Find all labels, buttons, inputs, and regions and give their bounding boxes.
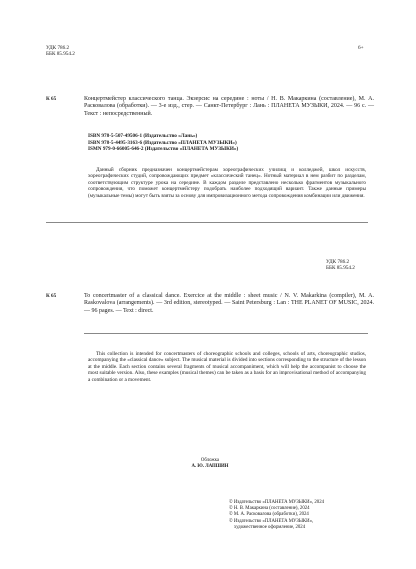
bbk-code-en: ББК 85.954.2 (326, 265, 355, 272)
copyright-line: © Издательство «ПЛАНЕТА МУЗЫКИ», (229, 518, 314, 524)
author-mark-ru: К 65 (46, 96, 57, 102)
citation-en: To concertmaster of a classical dance. Exercice at the middle : sheet music / N. V. Makarkina (compiler), M. A. Raskovalova (arrangements). — 3rd edition, stereotyped. — Saint Petersburg : Lan : THE PLANET OF MUSIC, 2024. — 96 pages. — Text : direct. (84, 293, 374, 314)
copyright-line: художественное оформление, 2024 (234, 524, 306, 530)
citation-ru: Концертмейстер классического танца. Экзерсис на середине : ноты / Н. В. Макаркина (составление), М. А. Расковалова (обработки). — 3-е изд., стер. — Санкт-Петербург : Лань : ПЛАНЕТА МУЗЫКИ, 2024. — 96 с. — Текст : непосредственный. (84, 96, 374, 117)
copyright-block (229, 500, 379, 531)
isbn-planeta: ISBN 978-5-4495-3163-6 (Издательство «ПЛАНЕТА МУЗЫКИ») (88, 139, 237, 146)
author-mark-en: К 65 (46, 293, 57, 299)
divider-ru (46, 222, 368, 223)
isbn-list (88, 133, 368, 153)
udk-bbk-block (46, 45, 75, 58)
copyright-line: © Издательство «ПЛАНЕТА МУЗЫКИ», 2024 (229, 500, 324, 505)
bbk-code: ББК 85.954.2 (46, 51, 75, 58)
udk-bbk-block-en (326, 259, 355, 272)
abstract-en: This collection is intended for concertmasters of choreographic schools and colleges, schools of arts, choreographic studios, accompanying the «classical dance» subject. The musical material is divided into sections corresponding to the structure of the lesson at the middle. Each section contains several fragments of musical accompaniment, which will help the accompanist to choose the most suitable version. Also, these examples (musical themes) can be taken as a basis for an improvisational method of accompanying a combination or a movement. (88, 351, 366, 383)
cover-label: Обложка (200, 458, 220, 463)
copyright-line: © Н. В. Макаркина (составление), 2024 (229, 506, 310, 512)
cover-designer: А. Ю. ЛАПШИН (191, 464, 229, 469)
ismn-planeta: ISMN 979-0-66005-646-2 (Издательство «ПЛАНЕТА МУЗЫКИ») (88, 146, 239, 153)
udk-code-en: УДК 786.2 (326, 259, 350, 265)
abstract-ru: Данный сборник предназначен концертмейстерам хореографических училищ и колледжей, школ искусств, хореографических студий, сопровождающих предмет «классический танец». Нотный материал в нем разбит по разделам, соответствующим структуре урока на середине. В каждом разделе представлено несколько фрагментов музыкального сопровождения, что поможет концертмейстеру подобрать наиболее подходящий вариант. Также данные примеры (музыкальные темы) могут быть взяты за основу для импровизационного метода сопровождения комбинации или движения. (88, 167, 366, 199)
isbn-lan: ISBN 978-5-507-49506-1 (Издательство «Лань») (88, 133, 198, 139)
cover-credit (160, 458, 260, 470)
copyright-line: © М. А. Расковалова (обработки), 2024 (229, 512, 309, 518)
divider-en (84, 333, 368, 334)
age-rating: 6+ (358, 45, 364, 51)
udk-code: УДК 786.2 (46, 45, 70, 51)
